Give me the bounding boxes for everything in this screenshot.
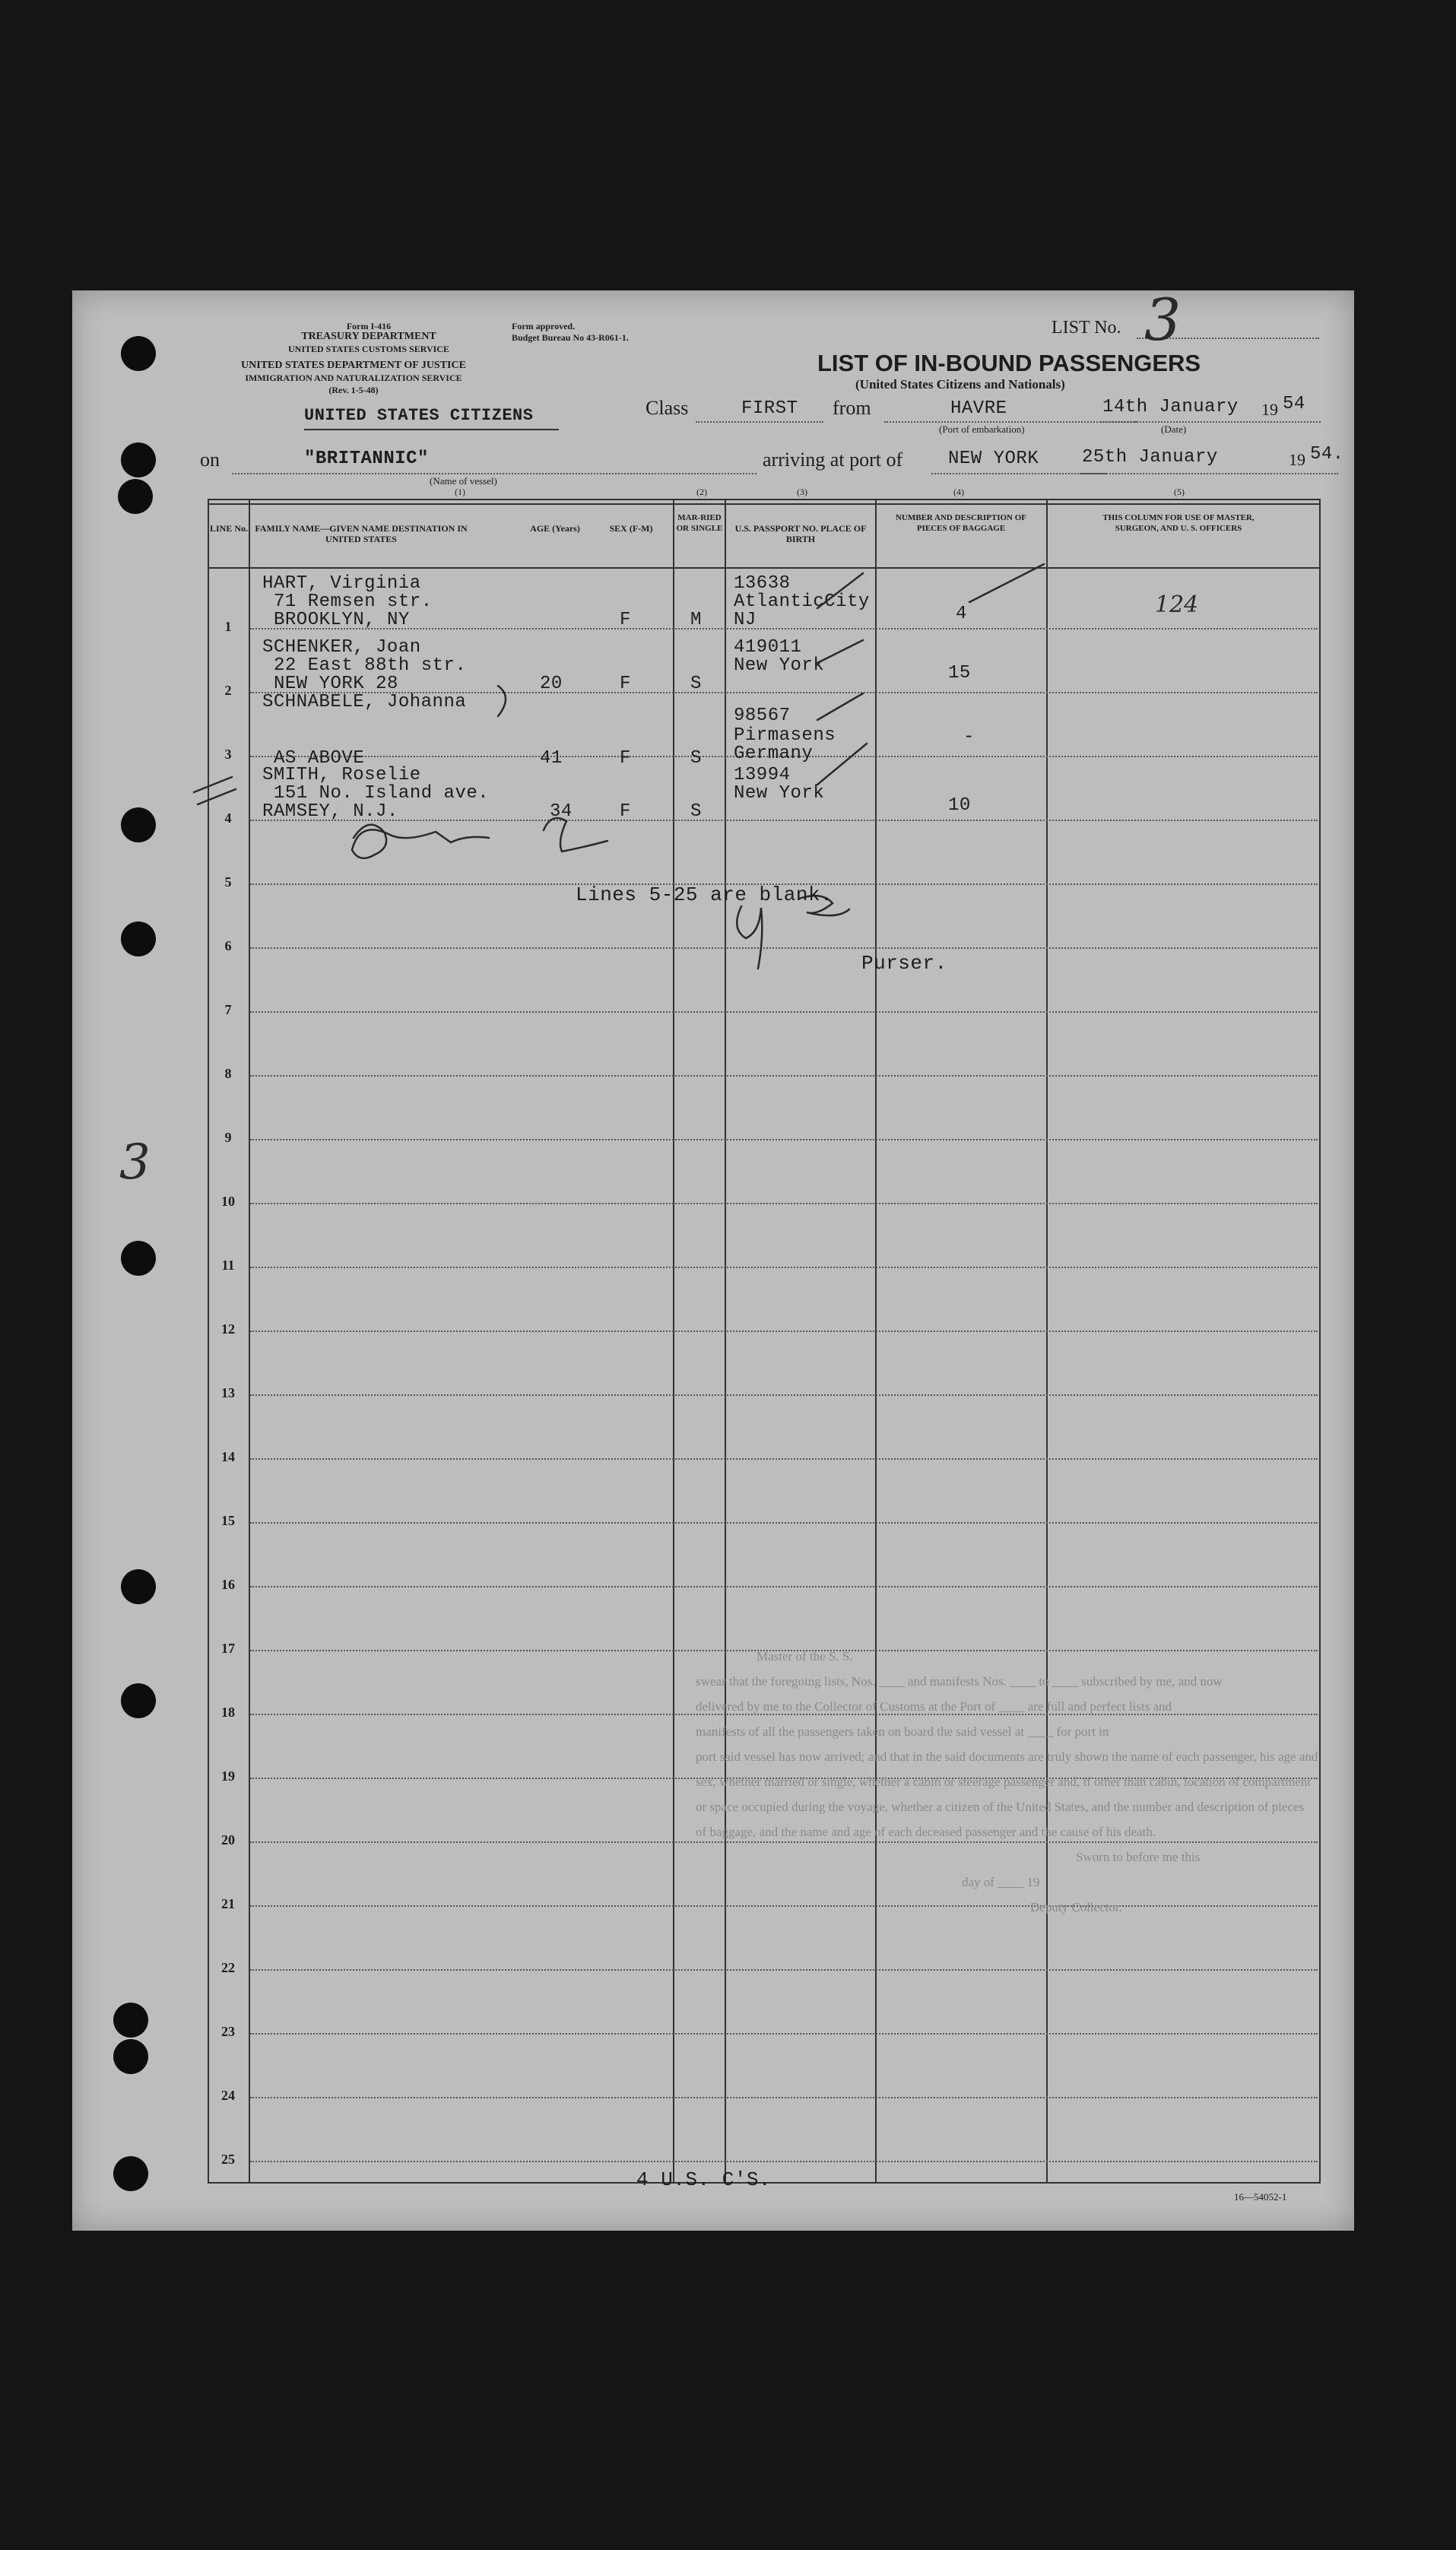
passenger-marital: S: [690, 674, 702, 694]
purser-label: Purser.: [861, 952, 947, 975]
manifest-page: [72, 286, 1354, 2231]
oath-line: sex, whether married or single, whether a cabin or steerage passenger and, if other than cabin, location of compartment: [696, 1775, 1312, 1789]
header-officer-use: THIS COLUMN FOR USE OF MASTER, SURGEON, AND U. S. OFFICERS: [1102, 513, 1255, 533]
birth-place: New York: [734, 655, 825, 676]
line-number: 13: [221, 1385, 235, 1400]
on-label: on: [200, 449, 220, 471]
line-number: 16: [221, 1577, 235, 1592]
arriving-label: arriving at port of: [763, 449, 903, 471]
oath-line: manifests of all the passengers taken on board the said vessel at ____ for port in: [696, 1724, 1109, 1739]
footer-total: 4 U.S. C'S.: [636, 2168, 772, 2191]
passenger-city: NEW YORK 28: [274, 674, 398, 694]
oath-faded-text: [696, 1644, 1334, 1920]
col-num-2: (2): [696, 487, 707, 497]
baggage-count: -: [963, 727, 975, 747]
line-number: 9: [224, 1130, 232, 1145]
passport-number: 13638: [734, 573, 791, 594]
col-num-1: (1): [455, 487, 465, 497]
line-number: 6: [224, 938, 232, 953]
arrival-port: NEW YORK: [948, 449, 1039, 469]
passenger-address: 151 No. Island ave.: [274, 783, 490, 804]
col-num-5: (5): [1174, 487, 1185, 497]
line-number: 11: [221, 1258, 235, 1273]
header-line-no: LINE No.: [209, 523, 248, 534]
passenger-sex: F: [620, 748, 631, 769]
oath-line: or space occupied during the voyage, whether a citizen of the United States, and the number and description of pieces: [696, 1800, 1305, 1814]
line-number: 23: [221, 2024, 235, 2039]
passenger-sex: F: [620, 674, 631, 694]
line-number: 12: [221, 1321, 235, 1337]
oath-line: delivered by me to the Collector of Customs at the Port of ____ are full and perfect lists and: [696, 1699, 1172, 1714]
treasury-dept: TREASURY DEPARTMENT: [301, 331, 436, 342]
line-number: 1: [224, 619, 232, 634]
list-no-value: 3: [1144, 286, 1182, 354]
embark-year-prefix: 19: [1261, 400, 1278, 419]
line-number: 19: [221, 1768, 235, 1784]
birth-place-2: NJ: [734, 610, 757, 630]
manifest-subtitle: (United States Citizens and Nationals): [855, 377, 1065, 392]
passenger-address: 22 East 88th str.: [274, 655, 467, 676]
vessel-name: "BRITANNIC": [304, 449, 429, 469]
dept-justice: UNITED STATES DEPARTMENT OF JUSTICE: [241, 360, 466, 371]
line-number: 15: [221, 1513, 235, 1528]
oath-line: Sworn to before me this: [1076, 1850, 1201, 1864]
passenger-city: BROOKLYN, NY: [274, 610, 410, 630]
line-number: 14: [221, 1449, 235, 1464]
passenger-name: HART, Virginia: [262, 573, 421, 594]
margin-number: 3: [119, 1134, 151, 1191]
passport-number: 13994: [734, 765, 791, 785]
birth-place: AtlanticCity: [734, 592, 870, 612]
passenger-name: SCHENKER, Joan: [262, 637, 421, 658]
ins-service: IMMIGRATION AND NATURALIZATION SERVICE: [245, 373, 462, 383]
birth-place-2: Germany: [734, 744, 814, 764]
line-number: 5: [224, 874, 232, 890]
oath-line: day of ____ 19: [962, 1875, 1040, 1889]
passenger-city: RAMSEY, N.J.: [262, 801, 398, 822]
class-value: FIRST: [741, 398, 798, 419]
header-married: MAR-RIED OR SINGLE: [676, 513, 723, 533]
passenger-name: SMITH, Roselie: [262, 765, 421, 785]
passport-number: 98567: [734, 706, 791, 726]
col-num-4: (4): [953, 487, 964, 497]
line-number: 24: [221, 2088, 235, 2103]
handwritten-marks: [72, 290, 1354, 2231]
baggage-count: 10: [948, 795, 971, 816]
line-number: 3: [224, 747, 232, 762]
embark-year-suffix: 54: [1283, 394, 1305, 414]
list-no-label: LIST No.: [1052, 318, 1121, 338]
oath-line: of baggage, and the name and age of each deceased passenger and the cause of his death.: [696, 1825, 1156, 1839]
passenger-age: 41: [540, 748, 563, 769]
line-number: 2: [224, 683, 232, 698]
passenger-marital: S: [690, 748, 702, 769]
budget-bureau: Budget Bureau No 43-R061-1.: [512, 332, 629, 343]
passenger-sex: F: [620, 801, 631, 822]
line-number: 7: [224, 1002, 232, 1017]
oath-line: Master of the S. S.: [757, 1649, 853, 1664]
line-number: 10: [221, 1194, 235, 1209]
arrival-year-suffix: 54.: [1310, 444, 1344, 465]
baggage-count: 15: [948, 663, 971, 683]
form-approved: Form approved.: [512, 321, 576, 331]
line-number: 22: [221, 1960, 235, 1975]
header-age: AGE (Years): [530, 523, 580, 534]
class-label: Class: [646, 397, 689, 419]
header-passport: U.S. PASSPORT NO. PLACE OF BIRTH: [734, 523, 867, 544]
oath-line: port said vessel has now arrived; and that in the said documents are truly shown the name of each passenger, his age and: [696, 1749, 1318, 1764]
passenger-sex: F: [620, 610, 631, 630]
officer-note: 124: [1155, 592, 1199, 618]
form-revision: (Rev. 1-5-48): [328, 385, 379, 395]
line-number: 18: [221, 1705, 235, 1720]
passenger-city: AS ABOVE: [274, 748, 365, 769]
from-label: from: [833, 397, 871, 419]
header-baggage: NUMBER AND DESCRIPTION OF PIECES OF BAGGAGE: [895, 513, 1027, 533]
passport-number: 419011: [734, 637, 802, 658]
vessel-caption: (Name of vessel): [430, 475, 497, 487]
passenger-age: 34: [550, 801, 573, 822]
baggage-count: 4: [956, 604, 967, 624]
passenger-marital: M: [690, 610, 702, 630]
oath-line: swear that the foregoing lists, Nos. ____ and manifests Nos. ____ to ____ subscribed by me, and now: [696, 1674, 1223, 1689]
line-number: 4: [224, 810, 232, 826]
birth-place: Pirmasens: [734, 725, 836, 746]
passenger-marital: S: [690, 801, 702, 822]
form-code: 16—54052-1: [1234, 2191, 1287, 2203]
embark-date: 14th January: [1102, 397, 1239, 417]
line-number: 8: [224, 1066, 232, 1081]
line-number: 17: [221, 1641, 235, 1656]
header-sex: SEX (F-M): [609, 523, 653, 534]
birth-place: New York: [734, 783, 825, 804]
line-number: 20: [221, 1832, 235, 1847]
citizens-label: UNITED STATES CITIZENS: [304, 406, 534, 425]
passenger-name: SCHNABELE, Johanna: [262, 692, 467, 712]
line-number: 25: [221, 2152, 235, 2167]
passenger-address: 71 Remsen str.: [274, 592, 433, 612]
line-number: 21: [221, 1896, 235, 1911]
date-caption: (Date): [1161, 423, 1187, 435]
form-id: Form I-416: [346, 321, 392, 331]
arrival-date: 25th January: [1082, 447, 1218, 468]
col-num-3: (3): [797, 487, 807, 497]
port-embark-caption: (Port of embarkation): [939, 423, 1025, 435]
blank-lines-note: Lines 5-25 are blank.: [576, 883, 833, 906]
arrival-year-prefix: 19: [1289, 450, 1305, 469]
header-name: FAMILY NAME—GIVEN NAME DESTINATION IN UNITED STATES: [255, 523, 468, 544]
from-value: HAVRE: [950, 398, 1007, 419]
manifest-title: LIST OF IN-BOUND PASSENGERS: [817, 350, 1201, 376]
customs-service: UNITED STATES CUSTOMS SERVICE: [288, 344, 449, 354]
oath-line: Deputy Collector.: [1030, 1900, 1122, 1914]
passenger-age: 20: [540, 674, 563, 694]
